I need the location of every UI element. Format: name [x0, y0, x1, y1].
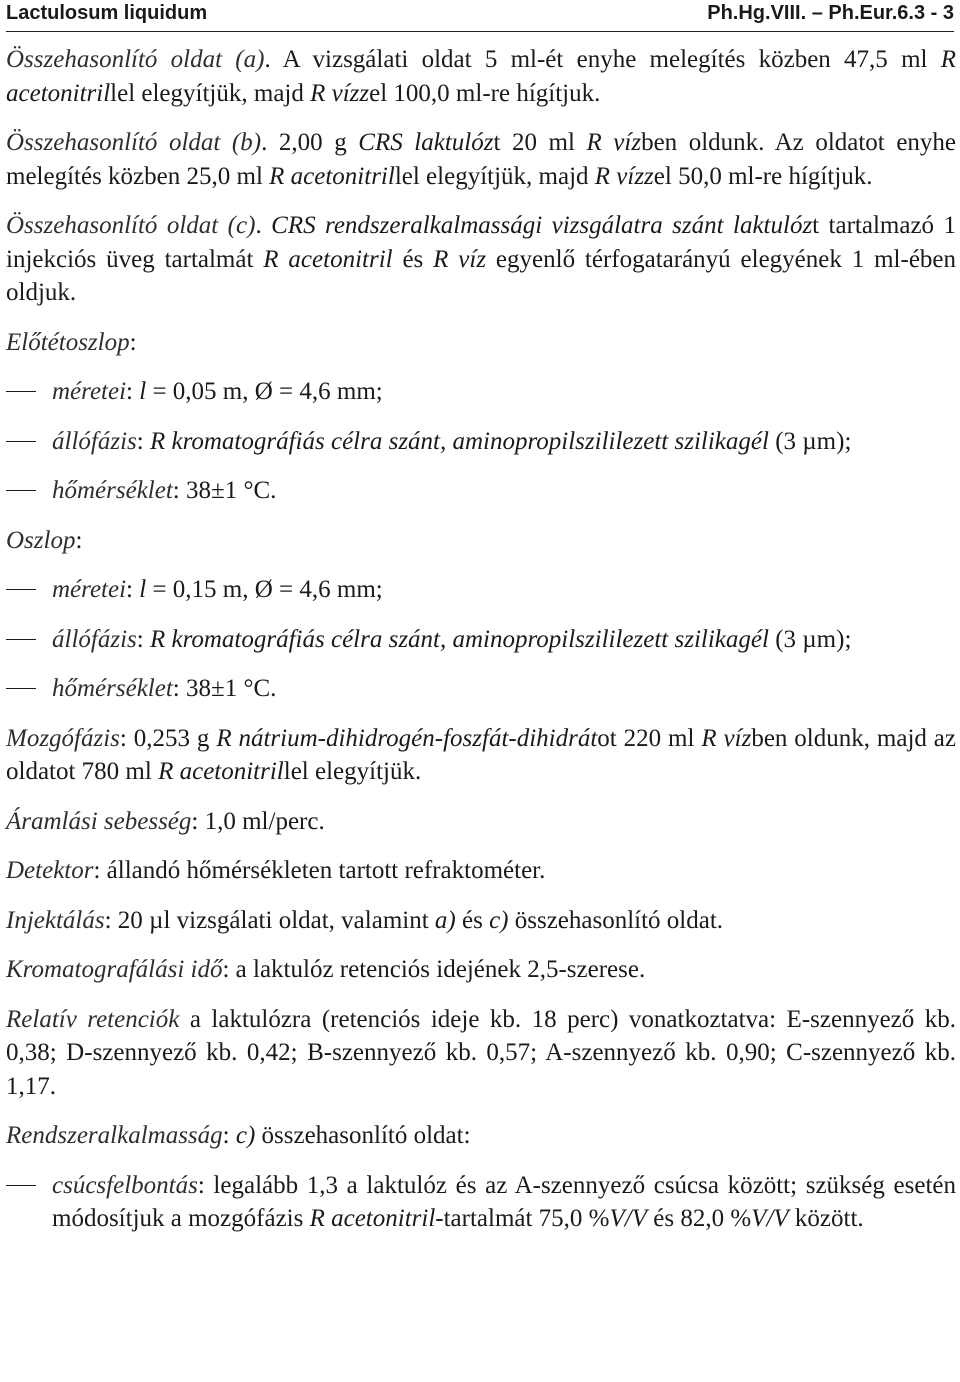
flow-rate: Áramlási sebesség: 1,0 ml/perc. [6, 807, 325, 835]
precolumn-dimensions: méretei: l = 0,05 m, Ø = 4,6 mm; [6, 375, 956, 409]
pharmacopoeia-reference: Ph.Hg.VIII. – Ph.Eur.6.3 - 3 [707, 2, 954, 24]
header-rule [6, 31, 954, 32]
dash-bullet-icon [6, 474, 52, 508]
column-dimensions: méretei: l = 0,15 m, Ø = 4,6 mm; [6, 573, 956, 607]
reference-solution-a: Összehasonlító oldat (a). A vizsgálati oldat 5 ml-ét enyhe melegítés közben 47,5 ml R acetonitrillel elegyítjük, majd R vízzel 100,0 ml-re hígítjuk. [6, 46, 956, 107]
detector: Detektor: állandó hőmérsékleten tartott refraktométer. [6, 857, 546, 884]
dash-bullet-icon [6, 672, 52, 706]
resolution-requirement: csúcsfelbontás: legalább 1,3 a laktulóz és az A-szennyező csúcsa között; szükség esetén módosítjuk a mozgófázis R acetonitril-tartalmát 75,0 %V/V és 82,0 %V/V között. [6, 1169, 956, 1236]
reference-solution-c: Összehasonlító oldat (c). CRS rendszeralkalmassági vizsgálatra szánt laktulózt tartalmazó 1 injekciós üveg tartalmát R acetonitril és R víz egyenlő térfogatarányú elegyének 1 ml-ében oldjuk. [6, 212, 957, 306]
column-heading: Oszlop: [6, 526, 83, 554]
relative-retentions: Relatív retenciók a laktulózra (retenciós ideje kb. 18 perc) vonatkoztatva: E-szennyező kb. 0,38; D-szennyező kb. 0,42; B-szennyező kb. 0,57; A-szennyező kb. 0,90; C-szennyező kb. 1,17. [6, 1005, 956, 1100]
precolumn-heading: Előtétoszlop: [6, 328, 137, 356]
reference-solution-b: Összehasonlító oldat (b). 2,00 g CRS laktulózt 20 ml R vízben oldunk. Az oldatot enyhe melegítés közben 25,0 ml R acetonitrillel elegyítjük, majd R vízzel 50,0 ml-re hígítjuk. [6, 129, 957, 190]
dash-bullet-icon [6, 375, 52, 409]
document-body [6, 43, 956, 1252]
system-suitability: Rendszeralkalmasság: c) összehasonlító oldat: [6, 1122, 471, 1149]
run-time: Kromatografálási idő: a laktulóz retenciós idejének 2,5-szerese. [6, 956, 646, 983]
precolumn-stationary-phase: állófázis: R kromatográfiás célra szánt, aminopropilszililezett szilikagél (3 µm); [6, 425, 956, 459]
running-header [6, 0, 954, 28]
monograph-title: Lactulosum liquidum [6, 2, 208, 24]
mobile-phase: Mozgófázis: 0,253 g R nátrium-dihidrogén-foszfát-dihidrátot 220 ml R vízben oldunk, majd az oldatot 780 ml R acetonitrillel elegyítjük. [6, 724, 956, 785]
column-stationary-phase: állófázis: R kromatográfiás célra szánt, aminopropilszililezett szilikagél (3 µm); [6, 623, 956, 657]
column-temperature: hőmérséklet: 38±1 °C. [6, 672, 956, 706]
dash-bullet-icon [6, 623, 52, 657]
dash-bullet-icon [6, 1169, 52, 1236]
precolumn-temperature: hőmérséklet: 38±1 °C. [6, 474, 956, 508]
injection: Injektálás: 20 µl vizsgálati oldat, valamint a) és c) összehasonlító oldat. [6, 906, 724, 934]
dash-bullet-icon [6, 573, 52, 607]
dash-bullet-icon [6, 425, 52, 459]
